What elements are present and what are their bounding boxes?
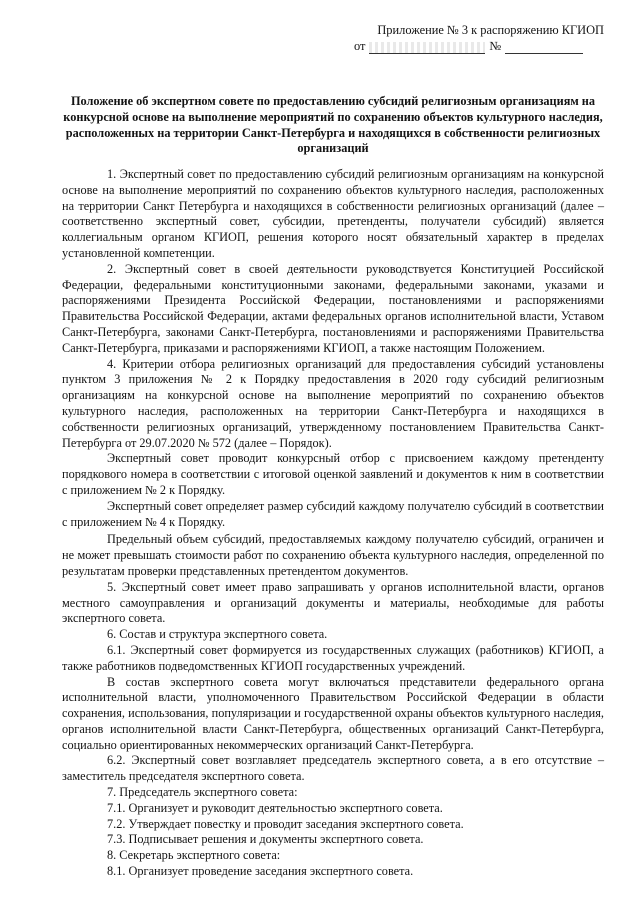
paragraph-6-2: 6.2. Экспертный совет возглавляет председатель экспертного совета, а в его отсутствие – заместитель председателя экспертного совета. bbox=[62, 753, 604, 784]
appendix-label: Приложение № 3 к распоряжению КГИОП bbox=[377, 23, 604, 37]
paragraph-4: 4. Критерии отбора религиозных организаций для предоставления субсидий установлены пунктом 3 приложения № 2 к Порядку предоставления в 2020 году субсидий религиозным организациям на конкурсной основе на выполнение мероприятий по сохранению объектов культурного наследия, расположенных на территории Санкт-Петербурга и находящихся в собственности религиозных организаций, утвержденному постановлением Правительства Санкт-Петербурга от 29.07.2020 № 572 (далее – Порядок). bbox=[62, 356, 604, 450]
document-header bbox=[354, 22, 604, 54]
paragraph-4-amount: Экспертный совет определяет размер субсидий каждому получателю субсидий в соответствии с приложением № 4 к Порядку. bbox=[62, 498, 604, 529]
paragraph-2: 2. Экспертный совет в своей деятельности руководствуется Конституцией Российской Федерации, федеральными конституционными законами, федеральными законами, указами и распоряжениями Президента Российской Федерации, постановлениями и распоряжениями Правительства Российской Федерации, актами федеральных органов исполнительной власти, Уставом Санкт-Петербурга, законами Санкт-Петербурга, постановлениями и распоряжениями Правительства Санкт-Петербурга, приказами и распоряжениями КГИОП, а также настоящим Положением. bbox=[62, 261, 604, 355]
document-body bbox=[62, 167, 604, 880]
paragraph-7-3: 7.3. Подписывает решения и документы экспертного совета. bbox=[107, 832, 424, 847]
paragraph-6: 6. Состав и структура экспертного совета. bbox=[107, 627, 328, 642]
paragraph-6-1-members: В состав экспертного совета могут включаться представители федерального органа исполнительной власти, уполномоченного Правительством Российской Федерации в области сохранения, использования, популяризации и государственной охраны объектов культурного наследия, органов исполнительной власти Санкт-Петербурга, общественных организаций Санкт-Петербурга, социально ориентированных некоммерческих организаций Санкт-Петербурга. bbox=[62, 674, 604, 752]
paragraph-7-2: 7.2. Утверждает повестку и проводит заседания экспертного совета. bbox=[107, 816, 464, 831]
paragraph-8: 8. Секретарь экспертного совета: bbox=[107, 848, 281, 863]
number-prefix: № bbox=[489, 39, 502, 53]
paragraph-4-ranking: Экспертный совет проводит конкурсный отбор с присвоением каждому претенденту порядкового номера в соответствии с итоговой оценкой заявлений и документов к ним в соответствии с приложением № 2 к Порядку. bbox=[62, 451, 604, 497]
paragraph-5: 5. Экспертный совет имеет право запрашивать у органов исполнительной власти, органов местного самоуправления и организаций документы и материалы, необходимые для работы экспертного совета. bbox=[62, 579, 604, 626]
number-field bbox=[505, 42, 583, 54]
paragraph-7-1: 7.1. Организует и руководит деятельностью экспертного совета. bbox=[107, 800, 443, 815]
paragraph-6-1: 6.1. Экспертный совет формируется из государственных служащих (работников) КГИОП, а также работников подведомственных КГИОП государственных учреждений. bbox=[62, 642, 604, 673]
paragraph-4-limit: Предельный объем субсидий, предоставляемых каждому получателю субсидий, ограничен и не может превышать стоимости работ по сохранению объекта культурного наследия, определенной по результатам проверки представленных претендентом документов. bbox=[62, 532, 604, 578]
paragraph-8-1: 8.1. Организует проведение заседания экспертного совета. bbox=[107, 864, 414, 879]
document-title: Положение об экспертном совете по предоставлению субсидий религиозным организациям на конкурсной основе на выполнение мероприятий по сохранению объектов культурного наследия, расположенных на территории Санкт-Петербурга и находящихся в собственности религиозных организаций bbox=[63, 94, 603, 156]
paragraph-1: 1. Экспертный совет по предоставлению субсидий религиозным организациям на конкурсной основе на выполнение мероприятий по сохранению объектов культурного наследия, расположенных на территории Санкт Петербурга и находящихся в собственности религиозных организаций (далее – соответственно экспертный совет, субсидии, претенденты, получатели субсидий) является коллегиальным органом КГИОП, решения которого носят обязательный характер в пределах установленной компетенции. bbox=[62, 167, 604, 260]
date-prefix: от bbox=[354, 39, 366, 53]
date-number-line bbox=[354, 38, 604, 54]
date-field bbox=[369, 42, 485, 54]
paragraph-7: 7. Председатель экспертного совета: bbox=[107, 785, 298, 800]
